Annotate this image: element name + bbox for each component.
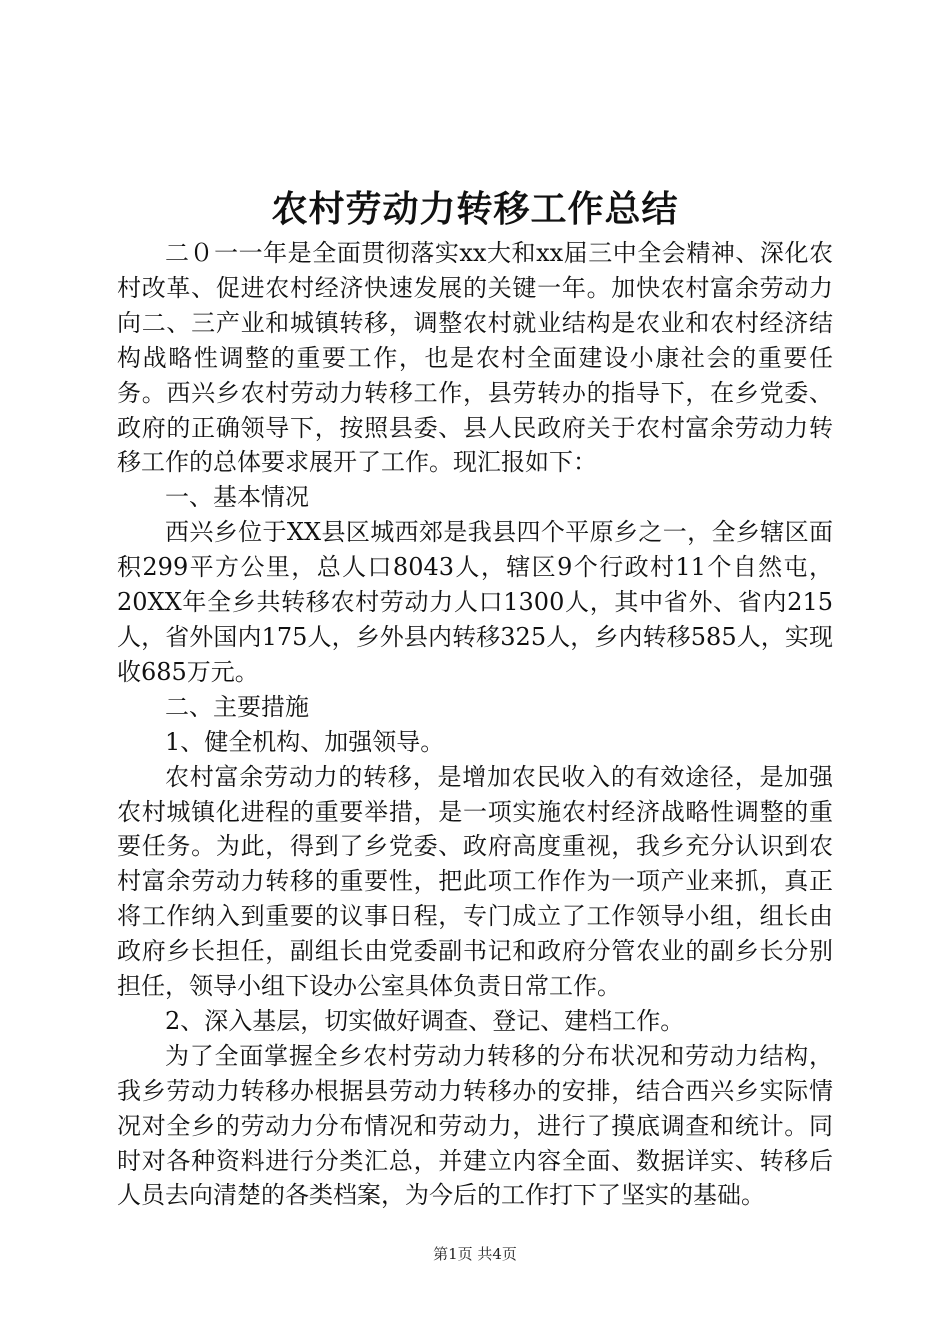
page-number-footer: 第1页 共4页 (433, 1245, 517, 1263)
paragraph-survey: 为了全面掌握全乡农村劳动力转移的分布状况和劳动力结构，我乡劳动力转移办根据县劳动力转移办的安排，结合西兴乡实际情况对全乡的劳动力分布情况和劳动力，进行了摸底调查和统计。同时对各种资料进行分类汇总，并建立内容全面、数据详实、转移后人员去向清楚的各类档案，为今后的工作打下了坚实的基础。 (117, 1041, 833, 1210)
section-heading-basic: 一、基本情况 (165, 483, 309, 512)
subheading-organization: 1、健全机构、加强领导。 (165, 727, 445, 756)
paragraph-intro: 二０一一年是全面贯彻落实xx大和xx届三中全会精神、深化农村改革、促进农村经济快速发展的关键一年。加快农村富余劳动力向二、三产业和城镇转移，调整农村就业结构是农业和农村经济结构战略性调整的重要工作，也是农村全面建设小康社会的重要任务。西兴乡农村劳动力转移工作，县劳转办的指导下，在乡党委、政府的正确领导下，按照县委、县人民政府关于农村富余劳动力转移工作的总体要求展开了工作。现汇报如下： (117, 239, 833, 477)
document-title: 农村劳动力转移工作总结 (271, 188, 679, 230)
paragraph-organization: 农村富余劳动力的转移，是增加农民收入的有效途径，是加强农村城镇化进程的重要举措，是一项实施农村经济战略性调整的重要任务。为此，得到了乡党委、政府高度重视，我乡充分认识到农村富余劳动力转移的重要性，把此项工作作为一项产业来抓，真正将工作纳入到重要的议事日程，专门成立了工作领导小组，组长由政府乡长担任，副组长由党委副书记和政府分管农业的副乡长分别担任，领导小组下设办公室具体负责日常工作。 (117, 762, 833, 1001)
paragraph-basic-info: 西兴乡位于XX县区城西郊是我县四个平原乡之一，全乡辖区面积299平方公里，总人口8043人，辖区9个行政村11个自然屯，20XX年全乡共转移农村劳动力人口1300人，其中省外、省内215人，省外国内175人，乡外县内转移325人，乡内转移585人，实现收685万元。 (117, 518, 833, 686)
section-heading-measures: 二、主要措施 (165, 692, 309, 721)
subheading-survey: 2、深入基层，切实做好调查、登记、建档工作。 (165, 1006, 685, 1035)
document-body (117, 236, 833, 1213)
